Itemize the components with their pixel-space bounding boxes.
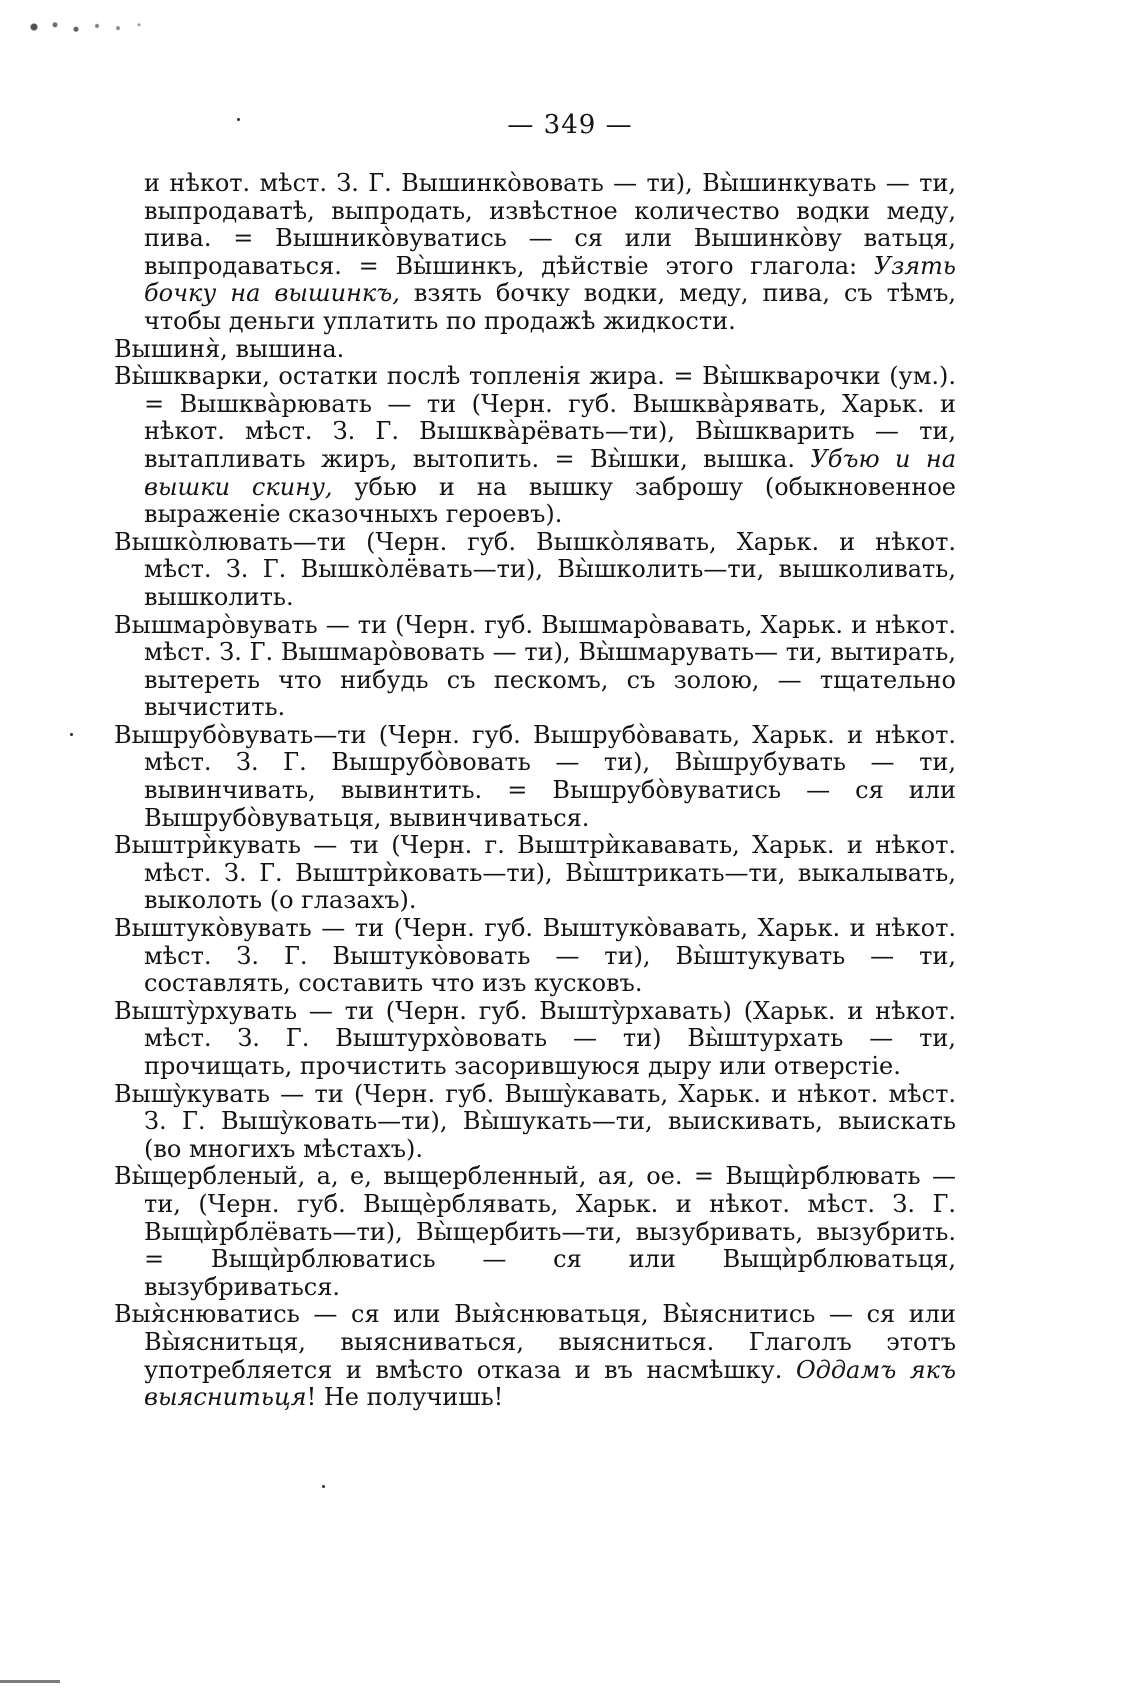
entry-text: Вышрубòвувать—ти (Черн. губ. Вышрубòвавать, Харьк. и нѣкот. мѣст. З. Г. Вышрубòвовать — ти), Вы̀шрубувать — ти, вывинчивать, вывинтить. = Вышрубòвуватись — ся или Вышрубòвуватьця, вывинчиваться. — [114, 720, 956, 832]
scan-artifact — [20, 16, 160, 38]
example-phrase: Убъю и на вышки скину, — [144, 444, 956, 501]
scan-speck — [70, 733, 73, 736]
dictionary-entries — [114, 170, 956, 1412]
entry-continuation — [114, 170, 956, 336]
entry-text: Вышỳкувать — ти (Черн. губ. Вышỳкавать, Харьк. и нѣкот. мѣст. З. Г. Вышỳковать—ти), Вы̀шукать—ти, выискивать, выискать (во многихъ мѣстахъ). — [114, 1079, 956, 1163]
entry-text: Вы̀щербленый, а, е, выщербленный, ая, ое. = Выщѝрблювать — ти, (Черн. губ. Выщѐрблявать, Харьк. и нѣкот. мѣст. З. Г. Выщѝрблёвать—ти), Вы̀щербить—ти, вызубривать, вызубрить. = Выщѝрблюватись — ся или Выщѝрблюватьця, вызубриваться. — [114, 1162, 956, 1301]
entry-text: и нѣкот. мѣст. З. Г. Вышинкòвовать — ти), Вы̀шинкувать — ти, выпродаватѣ, выпродать, извѣстное количество водки меду, пива. = Вышникòвуватись — ся или Вышинкòву ватьця, выпродаваться. = Вы̀шинкъ, дѣйствіе этого глагола: — [144, 169, 956, 280]
dictionary-entry-vyshtukovuvaty — [114, 915, 956, 998]
dictionary-entry-vyshturkhuvaty — [114, 998, 956, 1081]
entry-text: Вышиня̀, вышина. — [114, 334, 345, 363]
example-phrase: Узять бочку на вышинкъ, — [144, 251, 956, 308]
dictionary-entry-vyshcherblenyi — [114, 1163, 956, 1301]
dictionary-entry-vyshynia — [114, 336, 956, 364]
page-number: — 349 — — [507, 110, 633, 140]
entry-text: Выштрѝкувать — ти (Черн. г. Выштрѝкававать, Харьк. и нѣкот. мѣст. З. Г. Выштрѝковать—ти), Вы̀штрикать—ти, выкалывать, выколоть (о глазахъ). — [114, 831, 956, 915]
entry-text: Выштỳрхувать — ти (Черн. губ. Выштỳрхавать) (Харьк. и нѣкот. мѣст. З. Г. Выштурхòвовать — ти) Вы̀штурхать — ти, прочищать, прочистить засорившуюся дыру или отверстіе. — [114, 996, 956, 1080]
scan-artifact — [0, 1680, 60, 1683]
entry-text: Вышмарòвувать — ти (Черн. губ. Вышмарòвавать, Харьк. и нѣкот. мѣст. З. Г. Вышмарòвовать — ти), Вы̀шмарувать— ти, вытирать, вытереть что нибудь съ пескомъ, съ золою, — тщательно вычистить. — [114, 610, 956, 722]
dictionary-entry-vyiasniuvatys — [114, 1301, 956, 1411]
dictionary-entry-vyshrubovuvaty — [114, 722, 956, 832]
entry-text: убью и на вышку заброшу (обыкновенное выраженіе сказочныхъ героевъ). — [144, 472, 956, 529]
scan-speck — [322, 1485, 325, 1488]
dictionary-entry-vyshmarovuvaty — [114, 612, 956, 722]
dictionary-entry-vyshukuvaty — [114, 1081, 956, 1164]
dictionary-entry-vyshtrykuvaty — [114, 832, 956, 915]
entry-text: Вы̀шкварки, остатки послѣ топленія жира. = Вы̀шкварочки (ум.). = Вышква̀рювать — ти (Черн. губ. Вышква̀рявать, Харьк. и нѣкот. мѣст. З. Г. Вышква̀рёвать—ти), Вы̀шкварить — ти, вытапливать жиръ, вытопить. = Вы̀шки, вышка. — [114, 362, 956, 473]
entry-text: Выя̀снюватись — ся или Выя̀снюватьця, Вы̀яснитись — ся или Вы̀яснитьця, выясниваться, выясниться. Глаголъ этотъ употребляется и вмѣсто отказа и въ насмѣшку. — [114, 1300, 956, 1384]
entry-text: взять бочку водки, меду, пива, съ тѣмъ, чтобы деньги уплатить по продажѣ жидкости. — [144, 279, 956, 335]
dictionary-entry-vyshkvarky — [114, 363, 956, 529]
entry-text: Вышкòлювать—ти (Черн. губ. Вышкòлявать, Харьк. и нѣкот. мѣст. З. Г. Вышкòлёвать—ти), Вы̀школить—ти, вышколивать, вышколить. — [114, 527, 956, 611]
dictionary-entry-vyshkoliuvaty — [114, 529, 956, 612]
entry-text: ! Не получишь! — [306, 1383, 504, 1412]
example-phrase: Оддамъ якъ выяснитьця — [144, 1355, 956, 1412]
entry-text: Выштукòвувать — ти (Черн. губ. Выштукòвавать, Харьк. и нѣкот. мѣст. З. Г. Выштукòвовать — ти), Вы̀штукувать — ти, составлять, составить что изъ кусковъ. — [114, 914, 956, 998]
